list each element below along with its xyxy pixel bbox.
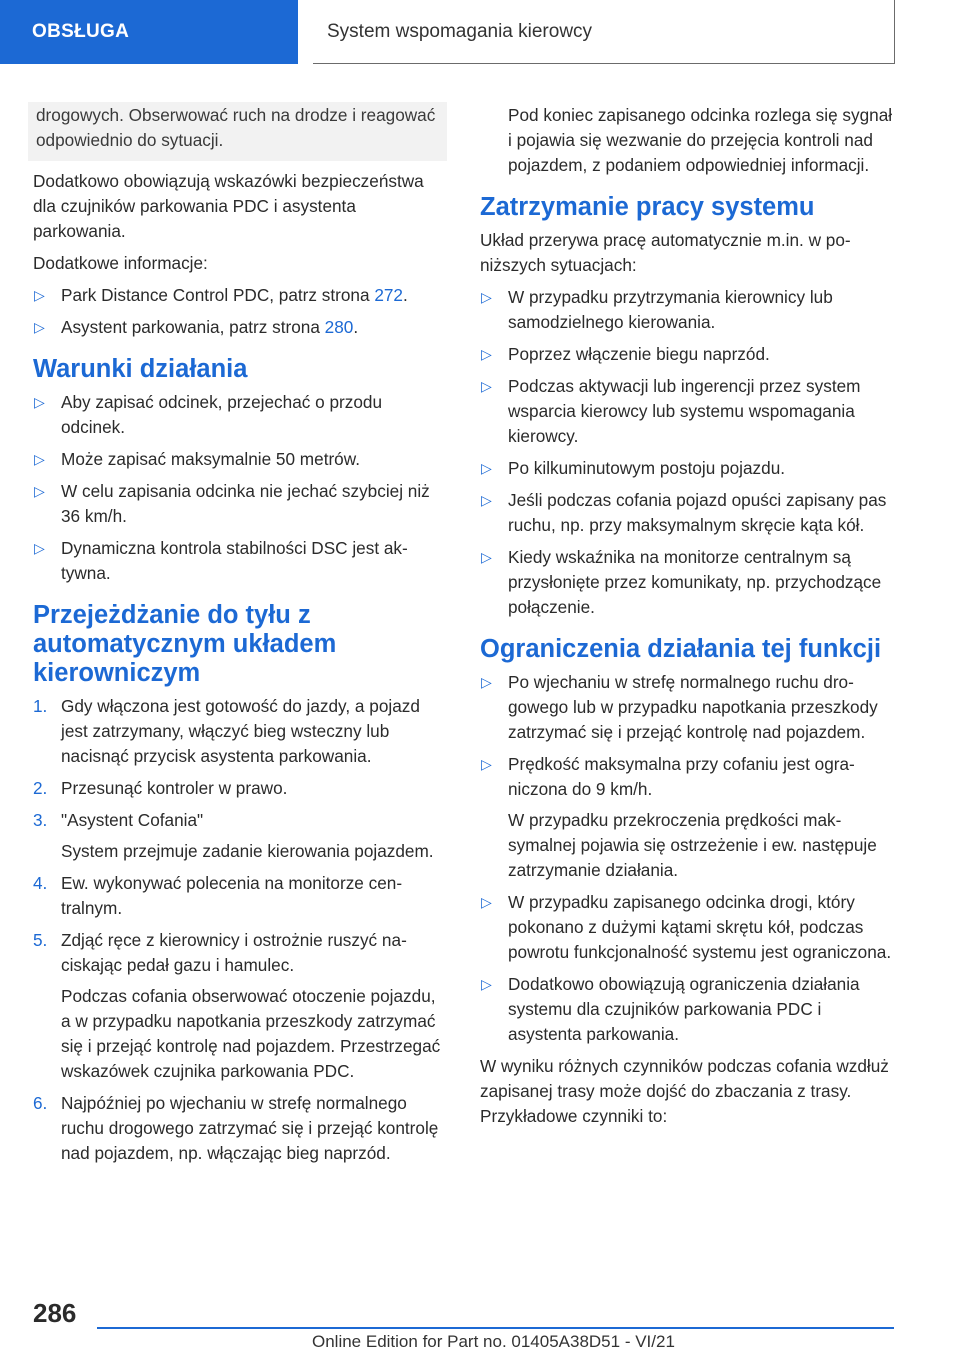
stop-conditions-list: [480, 285, 894, 620]
step-item: [33, 871, 447, 921]
edition-label: Online Edition for Part no. 01405A38D51 - VI/21: [312, 1332, 675, 1351]
list-text: Kiedy wskaźnika na monitorze centralnym są przysłonięte przez komunikaty, np. przychodzące połączenie.: [508, 547, 882, 617]
list-text: W celu zapisania odcinka nie jechać szybciej niż 36 km/h.: [61, 481, 430, 526]
section-heading: Zatrzymanie pracy systemu: [480, 193, 815, 221]
list-item: [480, 342, 894, 367]
paragraph: Układ przerywa pracę automatycznie m.in. w poniższych sytuacjach:: [480, 230, 851, 275]
list-subtext: W przypadku przekroczenia prędkości maksymalnej pojawia się ostrzeżenie i ew. następuje zatrzymanie działania.: [508, 810, 877, 880]
step-text: "Asystent Cofania": [61, 810, 204, 830]
link-text: Asystent parkowania, patrz strona: [61, 317, 325, 337]
step-text: Przesunąć kontroler w prawo.: [61, 778, 288, 798]
step-item: [33, 808, 447, 864]
list-item: [33, 536, 447, 586]
list-item: [33, 447, 447, 472]
bullet-triangle-icon: ▷: [481, 378, 492, 394]
bullet-triangle-icon: ▷: [481, 549, 492, 565]
bullet-triangle-icon: ▷: [481, 756, 492, 772]
list-item: [480, 545, 894, 620]
bullet-triangle-icon: ▷: [481, 492, 492, 508]
list-text: Dynamiczna kontrola stabilności DSC jest aktywna.: [61, 538, 408, 583]
bullet-triangle-icon: ▷: [34, 483, 45, 499]
punctuation: .: [403, 285, 408, 305]
step-number: 2.: [33, 778, 48, 798]
list-item: [33, 315, 447, 340]
step-text: Gdy włączona jest gotowość do jazdy, a pojazd jest zatrzymany, włączyć bieg wsteczny lub nacisnąć przycisk asystenta parkowania.: [61, 696, 420, 766]
list-text: W przypadku zapisanego odcinka drogi, który pokonano z dużymi kątami skrętu kół, podczas powrotu funkcjonalność systemu jest ograniczona.: [508, 892, 892, 962]
list-text: Prędkość maksymalna przy cofaniu jest ograniczona do 9 km/h.: [508, 754, 855, 799]
paragraph: Dodatkowo obowiązują wskazówki bezpieczeństwa dla czujników parkowania PDC i asystenta parkowania.: [33, 171, 424, 241]
bullet-triangle-icon: ▷: [481, 674, 492, 690]
bullet-triangle-icon: ▷: [481, 289, 492, 305]
page-number: 286: [33, 1298, 77, 1328]
page-link[interactable]: 272: [374, 285, 403, 305]
section-heading: Przejeżdżanie do tyłu z automatycznym układem kierowniczym: [33, 601, 337, 687]
paragraph: Dodatkowe informacje:: [33, 253, 208, 273]
list-text: Po wjechaniu w strefę normalnego ruchu drogowego lub w przypadku napotkania przeszkody zatrzymać się i przejąć kontrolę nad pojazdem.: [508, 672, 878, 742]
step-text: Ew. wykonywać polecenia na monitorze centralnym.: [61, 873, 403, 918]
bullet-triangle-icon: ▷: [34, 287, 45, 303]
left-column: [33, 102, 447, 1173]
section-heading: Warunki działania: [33, 355, 248, 383]
step-item: [33, 694, 447, 769]
list-item: [480, 670, 894, 745]
list-item: [480, 752, 894, 883]
list-item: [480, 972, 894, 1047]
step-text: Najpóźniej po wjechaniu w strefę normalnego ruchu drogowego zatrzymać się i przejąć kontrolę nad pojazdem, np. włączając bieg naprzód.: [61, 1093, 439, 1163]
chapter-header: [313, 0, 895, 64]
footer-divider: [97, 1327, 894, 1329]
list-item: [33, 390, 447, 440]
limitations-list: [480, 670, 894, 1047]
bullet-triangle-icon: ▷: [34, 540, 45, 556]
list-text: Dodatkowo obowiązują ograniczenia działania systemu dla czujników parkowania PDC i asystenta parkowania.: [508, 974, 860, 1044]
steps-list: [33, 694, 447, 1166]
step-subtext: Podczas cofania obserwować otoczenie pojazdu, a w przypadku napotkania przeszkody zatrzymać się i przejąć kontrolę nad pojazdem. Przestrzegać wskazówek czujnika parkowania PDC.: [61, 986, 441, 1081]
page-link[interactable]: 280: [324, 317, 354, 337]
section-heading: Ograniczenia działania tej funkcji: [480, 635, 882, 663]
paragraph: Pod koniec zapisanego odcinka rozlega się sygnał i pojawia się wezwanie do przejęcia kontroli nad pojazdem, z podaniem odpowiedniej informacji.: [508, 105, 893, 175]
conditions-list: [33, 390, 447, 586]
list-text: Jeśli podczas cofania pojazd opuści zapisany pas ruchu, np. przy maksymalnym skręcie kąta kół.: [508, 490, 887, 535]
list-item: [33, 479, 447, 529]
step-number: 6.: [33, 1093, 48, 1113]
list-item: [480, 456, 894, 481]
list-text: Poprzez włączenie biegu naprzód.: [508, 344, 770, 364]
bullet-triangle-icon: ▷: [34, 319, 45, 335]
list-item: [480, 285, 894, 335]
section-title: OBSŁUGA: [32, 21, 130, 42]
list-text: W przypadku przytrzymania kierownicy lub samodzielnego kierowania.: [508, 287, 833, 332]
punctuation: .: [353, 317, 359, 337]
section-tab: [0, 0, 298, 64]
chapter-title: System wspomagania kierowcy: [327, 20, 593, 42]
step-number: 3.: [33, 810, 48, 830]
list-text: Aby zapisać odcinek, przejechać o przodu odcinek.: [61, 392, 383, 437]
step-subtext: System przejmuje zadanie kierowania pojazdem.: [61, 841, 434, 861]
step-number: 5.: [33, 930, 48, 950]
step-item: [33, 1091, 447, 1166]
step-text: Zdjąć ręce z kierownicy i ostrożnie ruszyć naciskając pedał gazu i hamulec.: [61, 930, 407, 975]
list-item: [480, 374, 894, 449]
paragraph: W wyniku różnych czynników podczas cofania wzdłuż zapisanej trasy może dojść do zbaczania z trasy. Przykładowe czynniki to:: [480, 1056, 889, 1126]
list-item: [480, 488, 894, 538]
bullet-triangle-icon: ▷: [481, 894, 492, 910]
step-number: 4.: [33, 873, 48, 893]
link-text: Park Distance Control PDC, patrz strona: [61, 285, 375, 305]
bullet-triangle-icon: ▷: [481, 346, 492, 362]
bullet-triangle-icon: ▷: [481, 976, 492, 992]
step-number: 1.: [33, 696, 48, 716]
bullet-triangle-icon: ▷: [34, 394, 45, 410]
list-item: [33, 283, 447, 308]
list-text: Po kilkuminutowym postoju pojazdu.: [508, 458, 786, 478]
bullet-triangle-icon: ▷: [481, 460, 492, 476]
note-text: drogowych. Obserwować ruch na drodze i reagować odpowiednio do sytuacji.: [36, 105, 436, 150]
list-text: Podczas aktywacji lub ingerencji przez system wsparcia kierowcy lub systemu wspomagania kierowcy.: [508, 376, 861, 446]
right-column: [480, 102, 894, 1136]
step-item: [33, 928, 447, 1084]
list-text: Może zapisać maksymalnie 50 metrów.: [61, 449, 360, 469]
step-item: [33, 776, 447, 801]
list-item: [480, 890, 894, 965]
safety-note: [28, 102, 447, 161]
bullet-triangle-icon: ▷: [34, 451, 45, 467]
